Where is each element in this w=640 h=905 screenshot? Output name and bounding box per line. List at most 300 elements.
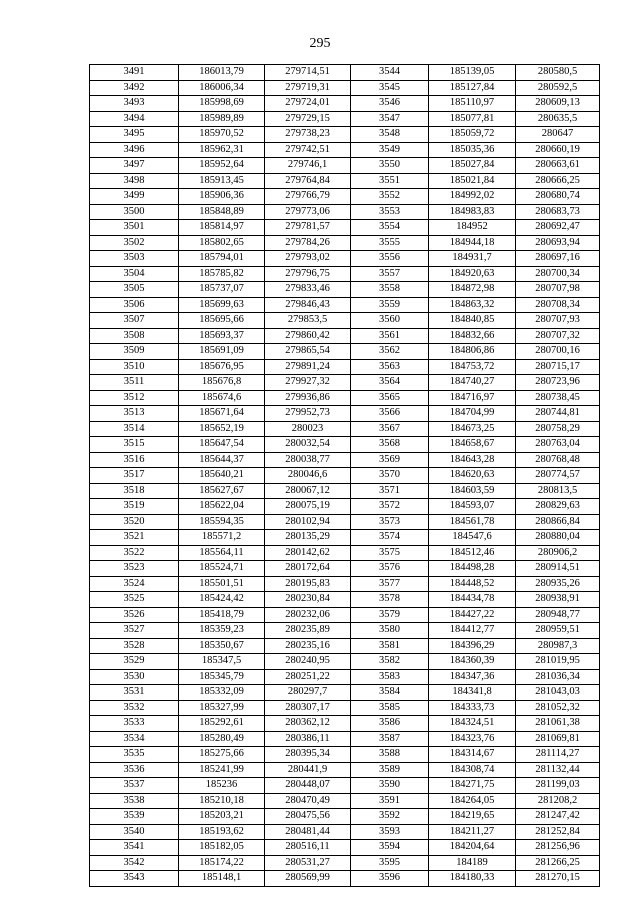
- point-number-right: 3596: [351, 871, 429, 887]
- y-coordinate-left: 280362,12: [265, 716, 351, 732]
- table-row: [90, 235, 600, 251]
- x-coordinate-left: 185644,37: [179, 452, 265, 468]
- point-number-right: 3545: [351, 80, 429, 96]
- y-coordinate-right: 281061,38: [516, 716, 600, 732]
- point-number-left: 3536: [90, 762, 179, 778]
- y-coordinate-left: 280470,49: [265, 793, 351, 809]
- y-coordinate-left: 280172,64: [265, 561, 351, 577]
- y-coordinate-left: 279719,31: [265, 80, 351, 96]
- y-coordinate-left: 280441,9: [265, 762, 351, 778]
- y-coordinate-left: 280230,84: [265, 592, 351, 608]
- x-coordinate-left: 185848,89: [179, 204, 265, 220]
- x-coordinate-left: 185236: [179, 778, 265, 794]
- x-coordinate-left: 185193,62: [179, 824, 265, 840]
- point-number-left: 3529: [90, 654, 179, 670]
- point-number-right: 3565: [351, 390, 429, 406]
- x-coordinate-left: 185424,42: [179, 592, 265, 608]
- point-number-right: 3571: [351, 483, 429, 499]
- x-coordinate-left: 185906,36: [179, 189, 265, 205]
- point-number-right: 3575: [351, 545, 429, 561]
- y-coordinate-left: 279860,42: [265, 328, 351, 344]
- table-row: [90, 189, 600, 205]
- point-number-right: 3550: [351, 158, 429, 174]
- x-coordinate-left: 185989,89: [179, 111, 265, 127]
- y-coordinate-right: 280660,19: [516, 142, 600, 158]
- point-number-right: 3578: [351, 592, 429, 608]
- point-number-left: 3499: [90, 189, 179, 205]
- x-coordinate-left: 185693,37: [179, 328, 265, 344]
- table-row: [90, 297, 600, 313]
- table-row: [90, 700, 600, 716]
- table-row: [90, 855, 600, 871]
- point-number-left: 3526: [90, 607, 179, 623]
- point-number-right: 3558: [351, 282, 429, 298]
- table-row: [90, 173, 600, 189]
- y-coordinate-right: 280592,5: [516, 80, 600, 96]
- x-coordinate-left: 185640,21: [179, 468, 265, 484]
- x-coordinate-left: 185203,21: [179, 809, 265, 825]
- table-row: [90, 344, 600, 360]
- point-number-right: 3561: [351, 328, 429, 344]
- point-number-left: 3525: [90, 592, 179, 608]
- y-coordinate-left: 280475,56: [265, 809, 351, 825]
- x-coordinate-left: 185241,99: [179, 762, 265, 778]
- x-coordinate-left: 185345,79: [179, 669, 265, 685]
- y-coordinate-left: 279773,06: [265, 204, 351, 220]
- point-number-right: 3592: [351, 809, 429, 825]
- table-row: [90, 778, 600, 794]
- y-coordinate-right: 281270,15: [516, 871, 600, 887]
- x-coordinate-left: 185359,23: [179, 623, 265, 639]
- x-coordinate-right: 184863,32: [429, 297, 516, 313]
- y-coordinate-right: 280680,74: [516, 189, 600, 205]
- y-coordinate-left: 280102,94: [265, 514, 351, 530]
- x-coordinate-right: 184593,07: [429, 499, 516, 515]
- x-coordinate-right: 184498,28: [429, 561, 516, 577]
- x-coordinate-right: 184211,27: [429, 824, 516, 840]
- table-row: [90, 824, 600, 840]
- point-number-right: 3570: [351, 468, 429, 484]
- point-number-left: 3520: [90, 514, 179, 530]
- table-row: [90, 592, 600, 608]
- x-coordinate-right: 184434,78: [429, 592, 516, 608]
- y-coordinate-left: 279742,51: [265, 142, 351, 158]
- point-number-right: 3584: [351, 685, 429, 701]
- y-coordinate-right: 281019,95: [516, 654, 600, 670]
- point-number-right: 3593: [351, 824, 429, 840]
- table-row: [90, 220, 600, 236]
- y-coordinate-right: 280708,34: [516, 297, 600, 313]
- y-coordinate-left: 279724,01: [265, 96, 351, 112]
- point-number-left: 3510: [90, 359, 179, 375]
- y-coordinate-right: 280723,96: [516, 375, 600, 391]
- table-row: [90, 437, 600, 453]
- y-coordinate-left: 279766,79: [265, 189, 351, 205]
- x-coordinate-right: 184992,02: [429, 189, 516, 205]
- table-row: [90, 747, 600, 763]
- x-coordinate-right: 184920,63: [429, 266, 516, 282]
- point-number-left: 3505: [90, 282, 179, 298]
- x-coordinate-right: 184360,39: [429, 654, 516, 670]
- x-coordinate-left: 185564,11: [179, 545, 265, 561]
- table-row: [90, 731, 600, 747]
- x-coordinate-left: 185794,01: [179, 251, 265, 267]
- y-coordinate-right: 280744,81: [516, 406, 600, 422]
- table-row: [90, 111, 600, 127]
- point-number-right: 3562: [351, 344, 429, 360]
- x-coordinate-left: 185280,49: [179, 731, 265, 747]
- point-number-right: 3567: [351, 421, 429, 437]
- x-coordinate-right: 185021,84: [429, 173, 516, 189]
- y-coordinate-left: 280075,19: [265, 499, 351, 515]
- y-coordinate-left: 279936,86: [265, 390, 351, 406]
- x-coordinate-right: 184952: [429, 220, 516, 236]
- y-coordinate-right: 281036,34: [516, 669, 600, 685]
- x-coordinate-left: 186006,34: [179, 80, 265, 96]
- y-coordinate-left: 280307,17: [265, 700, 351, 716]
- point-number-left: 3494: [90, 111, 179, 127]
- x-coordinate-left: 185652,19: [179, 421, 265, 437]
- point-number-right: 3576: [351, 561, 429, 577]
- x-coordinate-left: 186013,79: [179, 65, 265, 81]
- y-coordinate-right: 281247,42: [516, 809, 600, 825]
- table-row: [90, 328, 600, 344]
- x-coordinate-right: 184324,51: [429, 716, 516, 732]
- x-coordinate-left: 185676,8: [179, 375, 265, 391]
- x-coordinate-right: 184219,65: [429, 809, 516, 825]
- point-number-left: 3539: [90, 809, 179, 825]
- table-row: [90, 545, 600, 561]
- table-row: [90, 390, 600, 406]
- table-row: [90, 359, 600, 375]
- x-coordinate-right: 184448,52: [429, 576, 516, 592]
- y-coordinate-right: 280707,32: [516, 328, 600, 344]
- y-coordinate-right: 281208,2: [516, 793, 600, 809]
- point-number-right: 3594: [351, 840, 429, 856]
- y-coordinate-right: 281266,25: [516, 855, 600, 871]
- coordinates-table-body: [90, 65, 600, 887]
- y-coordinate-left: 279764,84: [265, 173, 351, 189]
- table-row: [90, 840, 600, 856]
- y-coordinate-right: 280866,84: [516, 514, 600, 530]
- y-coordinate-right: 281132,44: [516, 762, 600, 778]
- x-coordinate-right: 185139,05: [429, 65, 516, 81]
- y-coordinate-right: 281252,84: [516, 824, 600, 840]
- point-number-right: 3554: [351, 220, 429, 236]
- table-row: [90, 638, 600, 654]
- y-coordinate-right: 280609,13: [516, 96, 600, 112]
- point-number-right: 3551: [351, 173, 429, 189]
- x-coordinate-right: 184314,67: [429, 747, 516, 763]
- point-number-left: 3498: [90, 173, 179, 189]
- x-coordinate-left: 185275,66: [179, 747, 265, 763]
- point-number-left: 3533: [90, 716, 179, 732]
- point-number-right: 3563: [351, 359, 429, 375]
- table-row: [90, 313, 600, 329]
- y-coordinate-left: 280240,95: [265, 654, 351, 670]
- point-number-left: 3532: [90, 700, 179, 716]
- x-coordinate-left: 185998,69: [179, 96, 265, 112]
- table-row: [90, 251, 600, 267]
- x-coordinate-right: 184603,59: [429, 483, 516, 499]
- x-coordinate-left: 185695,66: [179, 313, 265, 329]
- y-coordinate-left: 280195,83: [265, 576, 351, 592]
- y-coordinate-right: 280635,5: [516, 111, 600, 127]
- x-coordinate-left: 185785,82: [179, 266, 265, 282]
- x-coordinate-left: 185913,45: [179, 173, 265, 189]
- table-row: [90, 204, 600, 220]
- x-coordinate-right: 184333,73: [429, 700, 516, 716]
- table-row: [90, 576, 600, 592]
- point-number-left: 3508: [90, 328, 179, 344]
- x-coordinate-right: 184323,76: [429, 731, 516, 747]
- point-number-left: 3501: [90, 220, 179, 236]
- y-coordinate-right: 281114,27: [516, 747, 600, 763]
- y-coordinate-right: 280935,26: [516, 576, 600, 592]
- x-coordinate-left: 185802,65: [179, 235, 265, 251]
- point-number-left: 3516: [90, 452, 179, 468]
- point-number-right: 3590: [351, 778, 429, 794]
- x-coordinate-left: 185674,6: [179, 390, 265, 406]
- y-coordinate-right: 280693,94: [516, 235, 600, 251]
- point-number-left: 3493: [90, 96, 179, 112]
- y-coordinate-left: 280481,44: [265, 824, 351, 840]
- table-row: [90, 142, 600, 158]
- point-number-left: 3503: [90, 251, 179, 267]
- x-coordinate-right: 184673,25: [429, 421, 516, 437]
- y-coordinate-right: 280683,73: [516, 204, 600, 220]
- y-coordinate-right: 280580,5: [516, 65, 600, 81]
- y-coordinate-left: 280135,29: [265, 530, 351, 546]
- y-coordinate-right: 280774,57: [516, 468, 600, 484]
- point-number-right: 3591: [351, 793, 429, 809]
- y-coordinate-left: 279784,26: [265, 235, 351, 251]
- y-coordinate-right: 280987,3: [516, 638, 600, 654]
- point-number-right: 3583: [351, 669, 429, 685]
- x-coordinate-left: 185174,22: [179, 855, 265, 871]
- y-coordinate-left: 280235,89: [265, 623, 351, 639]
- x-coordinate-left: 185292,61: [179, 716, 265, 732]
- y-coordinate-left: 280232,06: [265, 607, 351, 623]
- table-row: [90, 282, 600, 298]
- point-number-left: 3534: [90, 731, 179, 747]
- y-coordinate-right: 280700,34: [516, 266, 600, 282]
- y-coordinate-left: 280023: [265, 421, 351, 437]
- y-coordinate-right: 280829,63: [516, 499, 600, 515]
- point-number-left: 3538: [90, 793, 179, 809]
- point-number-left: 3522: [90, 545, 179, 561]
- y-coordinate-right: 280948,77: [516, 607, 600, 623]
- point-number-right: 3559: [351, 297, 429, 313]
- y-coordinate-left: 279796,75: [265, 266, 351, 282]
- point-number-left: 3512: [90, 390, 179, 406]
- point-number-left: 3542: [90, 855, 179, 871]
- table-row: [90, 793, 600, 809]
- point-number-right: 3568: [351, 437, 429, 453]
- y-coordinate-left: 280032,54: [265, 437, 351, 453]
- y-coordinate-right: 281199,03: [516, 778, 600, 794]
- point-number-left: 3504: [90, 266, 179, 282]
- point-number-right: 3572: [351, 499, 429, 515]
- x-coordinate-left: 185148,1: [179, 871, 265, 887]
- point-number-right: 3548: [351, 127, 429, 143]
- point-number-left: 3530: [90, 669, 179, 685]
- point-number-right: 3549: [351, 142, 429, 158]
- x-coordinate-right: 184189: [429, 855, 516, 871]
- y-coordinate-right: 281069,81: [516, 731, 600, 747]
- x-coordinate-left: 185594,35: [179, 514, 265, 530]
- x-coordinate-right: 185035,36: [429, 142, 516, 158]
- y-coordinate-right: 281256,96: [516, 840, 600, 856]
- y-coordinate-right: 281052,32: [516, 700, 600, 716]
- y-coordinate-left: 279738,23: [265, 127, 351, 143]
- point-number-left: 3497: [90, 158, 179, 174]
- point-number-left: 3518: [90, 483, 179, 499]
- x-coordinate-right: 184658,67: [429, 437, 516, 453]
- table-row: [90, 483, 600, 499]
- point-number-right: 3580: [351, 623, 429, 639]
- table-row: [90, 406, 600, 422]
- y-coordinate-right: 280914,51: [516, 561, 600, 577]
- point-number-right: 3585: [351, 700, 429, 716]
- x-coordinate-left: 185210,18: [179, 793, 265, 809]
- point-number-left: 3495: [90, 127, 179, 143]
- point-number-right: 3560: [351, 313, 429, 329]
- point-number-left: 3502: [90, 235, 179, 251]
- point-number-left: 3491: [90, 65, 179, 81]
- table-row: [90, 530, 600, 546]
- point-number-left: 3506: [90, 297, 179, 313]
- x-coordinate-right: 185059,72: [429, 127, 516, 143]
- x-coordinate-left: 185814,97: [179, 220, 265, 236]
- y-coordinate-right: 280768,48: [516, 452, 600, 468]
- y-coordinate-right: 280959,51: [516, 623, 600, 639]
- point-number-right: 3552: [351, 189, 429, 205]
- y-coordinate-left: 280516,11: [265, 840, 351, 856]
- y-coordinate-left: 280386,11: [265, 731, 351, 747]
- table-row: [90, 499, 600, 515]
- y-coordinate-left: 279781,57: [265, 220, 351, 236]
- table-row: [90, 871, 600, 887]
- point-number-left: 3517: [90, 468, 179, 484]
- y-coordinate-left: 280251,22: [265, 669, 351, 685]
- x-coordinate-left: 185952,64: [179, 158, 265, 174]
- point-number-left: 3528: [90, 638, 179, 654]
- point-number-left: 3527: [90, 623, 179, 639]
- y-coordinate-right: 280692,47: [516, 220, 600, 236]
- point-number-left: 3511: [90, 375, 179, 391]
- x-coordinate-right: 184806,86: [429, 344, 516, 360]
- x-coordinate-right: 184271,75: [429, 778, 516, 794]
- point-number-right: 3547: [351, 111, 429, 127]
- table-row: [90, 158, 600, 174]
- point-number-right: 3569: [351, 452, 429, 468]
- point-number-left: 3509: [90, 344, 179, 360]
- table-row: [90, 669, 600, 685]
- page-number: 295: [309, 36, 331, 51]
- x-coordinate-right: 184347,36: [429, 669, 516, 685]
- point-number-right: 3588: [351, 747, 429, 763]
- table-row: [90, 96, 600, 112]
- y-coordinate-left: 280235,16: [265, 638, 351, 654]
- x-coordinate-left: 185622,04: [179, 499, 265, 515]
- y-coordinate-right: 280763,04: [516, 437, 600, 453]
- point-number-left: 3496: [90, 142, 179, 158]
- x-coordinate-right: 184944,18: [429, 235, 516, 251]
- point-number-right: 3566: [351, 406, 429, 422]
- y-coordinate-right: 280707,93: [516, 313, 600, 329]
- x-coordinate-right: 184561,78: [429, 514, 516, 530]
- x-coordinate-right: 184308,74: [429, 762, 516, 778]
- table-row: [90, 266, 600, 282]
- y-coordinate-right: 280647: [516, 127, 600, 143]
- y-coordinate-right: 280700,16: [516, 344, 600, 360]
- table-row: [90, 514, 600, 530]
- y-coordinate-left: 280067,12: [265, 483, 351, 499]
- table-row: [90, 468, 600, 484]
- table-row: [90, 375, 600, 391]
- point-number-left: 3492: [90, 80, 179, 96]
- y-coordinate-left: 279865,54: [265, 344, 351, 360]
- table-row: [90, 623, 600, 639]
- x-coordinate-right: 184872,98: [429, 282, 516, 298]
- y-coordinate-left: 279952,73: [265, 406, 351, 422]
- point-number-left: 3523: [90, 561, 179, 577]
- x-coordinate-left: 185647,54: [179, 437, 265, 453]
- y-coordinate-left: 280297,7: [265, 685, 351, 701]
- y-coordinate-left: 280142,62: [265, 545, 351, 561]
- point-number-right: 3556: [351, 251, 429, 267]
- x-coordinate-right: 184840,85: [429, 313, 516, 329]
- x-coordinate-right: 184396,29: [429, 638, 516, 654]
- point-number-right: 3546: [351, 96, 429, 112]
- y-coordinate-right: 280938,91: [516, 592, 600, 608]
- x-coordinate-right: 184547,6: [429, 530, 516, 546]
- y-coordinate-left: 280569,99: [265, 871, 351, 887]
- y-coordinate-left: 279793,02: [265, 251, 351, 267]
- y-coordinate-left: 280448,07: [265, 778, 351, 794]
- point-number-right: 3564: [351, 375, 429, 391]
- point-number-right: 3579: [351, 607, 429, 623]
- point-number-right: 3595: [351, 855, 429, 871]
- x-coordinate-right: 184341,8: [429, 685, 516, 701]
- point-number-left: 3535: [90, 747, 179, 763]
- point-number-left: 3541: [90, 840, 179, 856]
- point-number-right: 3573: [351, 514, 429, 530]
- point-number-right: 3553: [351, 204, 429, 220]
- point-number-left: 3540: [90, 824, 179, 840]
- x-coordinate-right: 185077,81: [429, 111, 516, 127]
- table-row: [90, 452, 600, 468]
- x-coordinate-right: 185127,84: [429, 80, 516, 96]
- point-number-right: 3557: [351, 266, 429, 282]
- y-coordinate-left: 279846,43: [265, 297, 351, 313]
- x-coordinate-left: 185332,09: [179, 685, 265, 701]
- point-number-left: 3543: [90, 871, 179, 887]
- point-number-left: 3531: [90, 685, 179, 701]
- point-number-left: 3507: [90, 313, 179, 329]
- y-coordinate-right: 280813,5: [516, 483, 600, 499]
- point-number-right: 3555: [351, 235, 429, 251]
- point-number-right: 3574: [351, 530, 429, 546]
- x-coordinate-right: 184427,22: [429, 607, 516, 623]
- point-number-right: 3577: [351, 576, 429, 592]
- x-coordinate-right: 184512,46: [429, 545, 516, 561]
- table-row: [90, 716, 600, 732]
- x-coordinate-right: 184753,72: [429, 359, 516, 375]
- y-coordinate-left: 279833,46: [265, 282, 351, 298]
- x-coordinate-left: 185327,99: [179, 700, 265, 716]
